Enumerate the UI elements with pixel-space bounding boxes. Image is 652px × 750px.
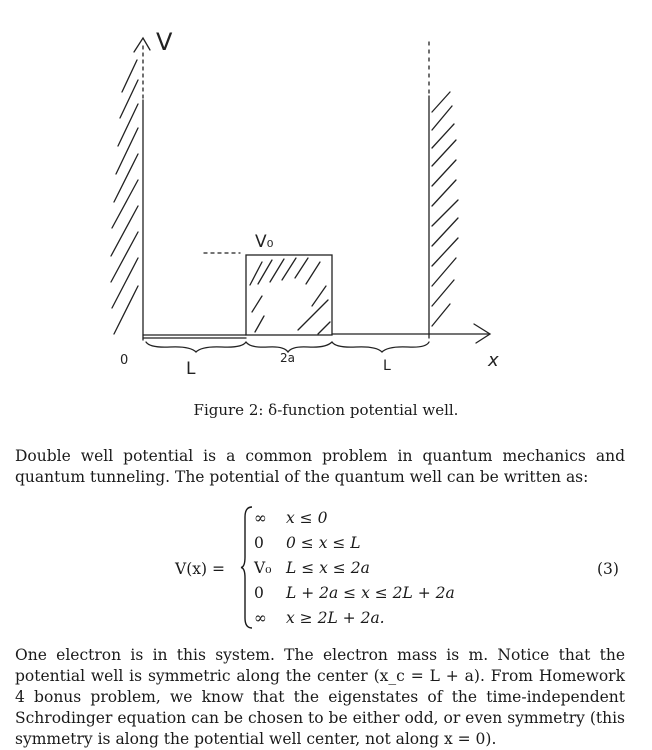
- electron-paragraph: One electron is in this system. The electron mass is m. Notice that the potential well is symmetric along the center (x_c = L + a). From Homework 4 bonus problem, we know that the eigenstates of the time-independent Schrodinger equation can be chosen to be either odd, or even symmetry (this symmetry is along the potential well center, not along x = 0).: [15, 646, 625, 748]
- x-axis-label: x: [488, 350, 499, 371]
- equation-number: (3): [597, 560, 619, 578]
- case-row: [254, 507, 327, 529]
- segment-brace-right: [332, 342, 429, 352]
- case-condition: L + 2a ≤ x ≤ 2L + 2a: [286, 584, 455, 602]
- case-value: V₀: [254, 559, 272, 577]
- case-value: ∞: [254, 509, 267, 527]
- cases-brace: [240, 505, 254, 630]
- case-value: ∞: [254, 609, 267, 627]
- case-value: 0: [254, 584, 264, 602]
- segment-label-left: L: [186, 359, 196, 379]
- right-wall-hatching: [432, 92, 458, 326]
- case-row: [254, 557, 370, 579]
- case-condition: x ≤ 0: [286, 509, 328, 527]
- intro-paragraph: Double well potential is a common problem in quantum mechanics and quantum tunneling. The potential of the quantum well can be written as:: [15, 447, 625, 486]
- barrier-label: V₀: [255, 232, 274, 252]
- case-condition: x ≥ 2L + 2a.: [286, 609, 385, 627]
- y-axis-arrowhead: [134, 38, 150, 52]
- case-condition: 0 ≤ x ≤ L: [286, 534, 361, 552]
- case-row: [254, 582, 455, 604]
- origin-label: 0: [120, 353, 129, 368]
- segment-label-right: L: [383, 358, 391, 374]
- barrier-hatching: [250, 258, 330, 334]
- segment-label-middle: 2a: [280, 351, 295, 365]
- left-wall-hatching: [111, 60, 138, 334]
- case-row: [254, 532, 361, 554]
- case-row: [254, 607, 385, 629]
- potential-equation: [0, 505, 652, 630]
- y-axis-label: V: [156, 28, 173, 56]
- case-condition: L ≤ x ≤ 2a: [286, 559, 370, 577]
- equation-lhs: V(x) =: [175, 560, 225, 578]
- case-value: 0: [254, 534, 264, 552]
- segment-brace-left: [146, 342, 246, 352]
- figure-caption: Figure 2: δ-function potential well.: [193, 401, 459, 419]
